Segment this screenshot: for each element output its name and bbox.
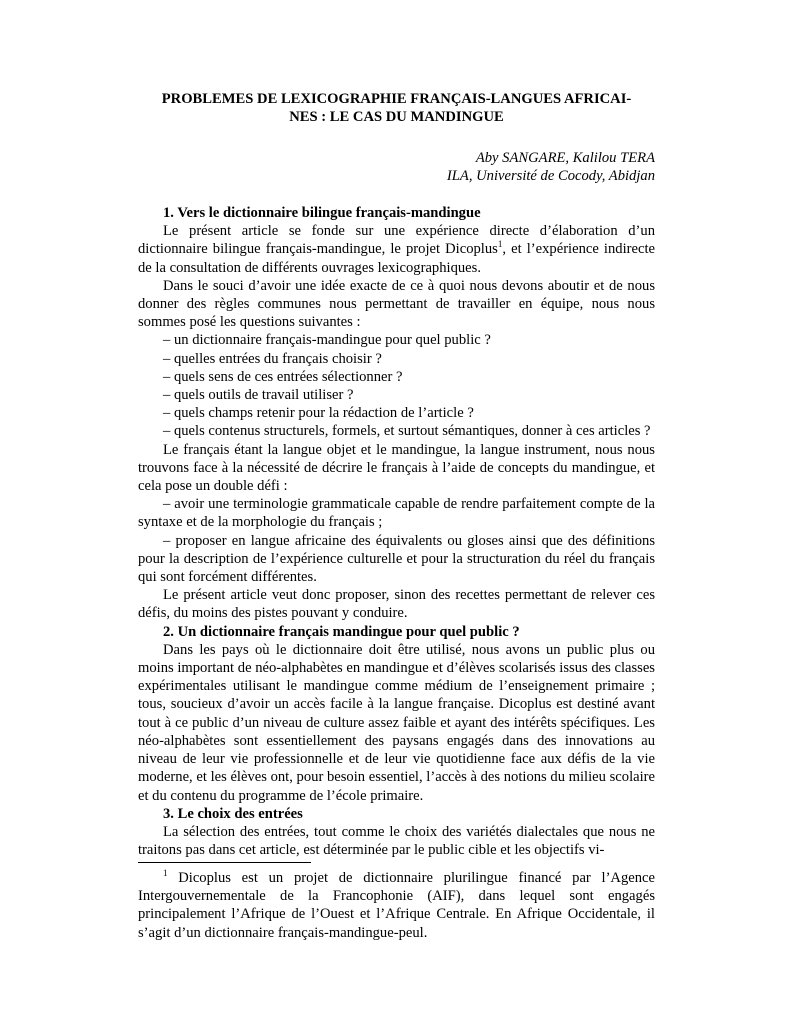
challenge-item: – avoir une terminologie grammaticale capable de rendre parfaitement compte de la syntaxe et de la morphologie du français ;	[138, 496, 655, 531]
article-title	[138, 90, 655, 126]
section-1-heading: 1. Vers le dictionnaire bilingue français-mandingue	[163, 205, 481, 221]
section-2-heading: 2. Un dictionnaire français mandingue pour quel public ?	[163, 623, 520, 640]
footnote-separator	[138, 862, 311, 863]
article-body	[138, 90, 655, 859]
section-3-heading: 3. Le choix des entrées	[163, 805, 303, 822]
question-item: – quels outils de travail utiliser ?	[163, 387, 354, 404]
title-line-2: NES : LE CAS DU MANDINGUE	[289, 109, 504, 125]
footnote-text: Dicoplus est un projet de dictionnaire plurilingue financé par l’Agence Intergouvernementale de la Francophonie (AIF), dans lequel sont engagés principalement l’Afrique de l’Ouest et l’Afrique Centrale. En Afrique Occidentale, il s’agit d’un dictionnaire français-mandingue-peul.	[138, 870, 655, 941]
footnote	[138, 869, 655, 942]
author-names: Aby SANGARE, Kalilou TERA	[475, 150, 655, 166]
section-3-paragraph-1: La sélection des entrées, tout comme le choix des variétés dialectales que nous ne traitons pas dans cet article, est déterminée par le public cible et les objectifs vi-	[138, 823, 655, 859]
section-1-paragraph-4: Le présent article veut donc proposer, sinon des recettes permettant de relever ces défis, du moins des pistes pouvant y conduire.	[138, 587, 655, 622]
title-line-1: PROBLEMES DE LEXICOGRAPHIE FRANÇAIS-LANGUES AFRICAI-	[161, 91, 632, 107]
footnote-reference[interactable]: 1	[497, 239, 503, 250]
section-1-paragraph-2: Dans le souci d’avoir une idée exacte de ce à quoi nous devons aboutir et de nous donner des règles communes nous permettant de travailler en équipe, nous nous sommes posé les questions suivantes :	[138, 277, 655, 331]
section-2-paragraph-1: Dans les pays où le dictionnaire doit être utilisé, nous avons un public plus ou moins important de néo-alphabètes en mandingue et d’élèves scolarisés issus des classes expérimentales utilisant le mandingue comme médium de l’enseignement primaire ; tous, soucieux d’avoir un accès facile à la langue française. Dicoplus est destiné avant tout à ce public d’un niveau de culture assez faible et ayant des intérêts spécifiques. Les néo-alphabètes sont essentiellement des paysans engagés dans des innovations au niveau de leur vie professionnelle et de leur vie quotidienne face aux défis de la vie moderne, et les élèves ont, pour besoin essentiel, l’accès à des notions du milieu scolaire et du contenu du programme de l’école primaire.	[138, 641, 655, 804]
section-1-p1-text-before: Le présent article se fonde sur une expérience directe d’élaboration d’un dictionnaire bilingue français-mandingue, le projet Dicoplus	[138, 223, 655, 258]
question-item: – quels champs retenir pour la rédaction de l’article ?	[163, 405, 474, 422]
section-1-p1-text-after: , et l’expérience indirecte de la consultation de différents ouvrages lexicographiques.	[138, 241, 655, 276]
section-1-paragraph-3: Le français étant la langue objet et le mandingue, la langue instrument, nous nous trouvons face à la nécessité de décrire le français à l’aide de concepts du mandingue, et cela pose un double défi :	[138, 441, 655, 495]
author-affiliation: ILA, Université de Cocody, Abidjan	[446, 168, 655, 184]
question-item: – un dictionnaire français-mandingue pour quel public ?	[163, 332, 491, 349]
question-item: – quels contenus structurels, formels, et surtout sémantiques, donner à ces articles ?	[163, 423, 651, 440]
question-item: – quelles entrées du français choisir ?	[163, 350, 382, 367]
question-item: – quels sens de ces entrées sélectionner ?	[163, 368, 403, 385]
challenge-item: – proposer en langue africaine des équivalents ou gloses ainsi que des définitions pour la description de l’expérience culturelle et pour la structuration du réel du français qui sont forcément différentes.	[138, 532, 655, 586]
footnote-marker: 1	[163, 868, 168, 879]
section-1-paragraph-1	[138, 222, 655, 277]
author-block	[138, 149, 655, 185]
